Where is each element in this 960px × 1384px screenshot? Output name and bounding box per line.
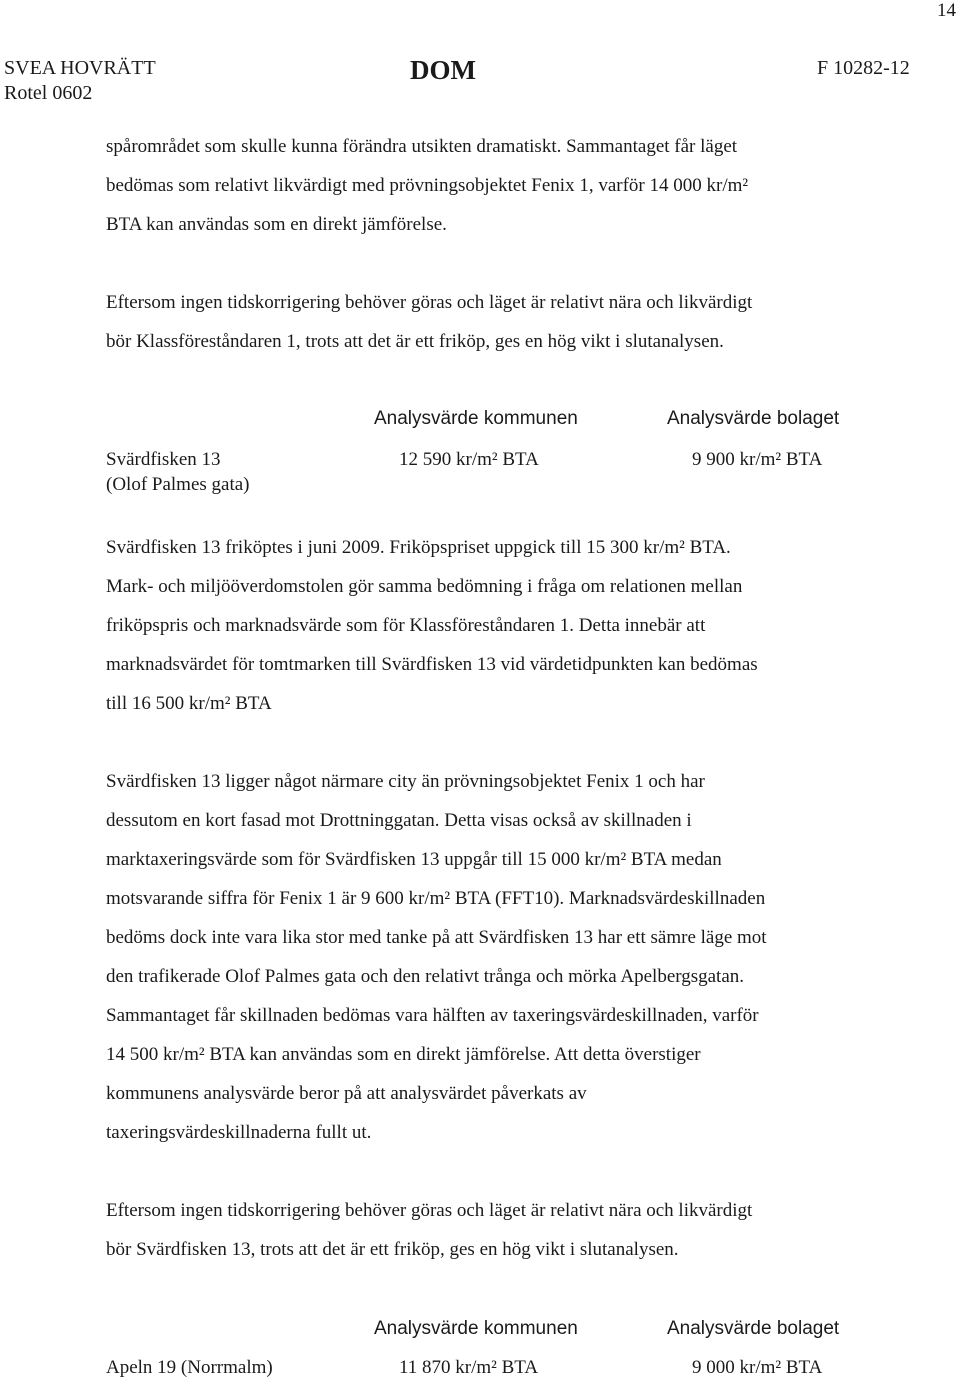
property-name: Apeln 19 (Norrmalm) [106, 1357, 273, 1378]
value-bolaget: 9 000 kr/m² BTA [692, 1357, 823, 1378]
text-line: motsvarande siffra för Fenix 1 är 9 600 kr/m² BTA (FFT10). Marknadsvärdeskillnaden [106, 888, 766, 909]
text-line: Sammantaget får skillnaden bedömas vara hälften av taxeringsvärdeskillnaden, varför [106, 1005, 759, 1026]
page-number: 14 [937, 0, 956, 21]
court-name: SVEA HOVRÄTT [4, 57, 156, 79]
column-header-kommunen: Analysvärde kommunen [374, 1318, 578, 1339]
property-name: Svärdfisken 13 [106, 449, 221, 470]
department-name: Rotel 0602 [4, 82, 93, 104]
text-line: bedöms dock inte vara lika stor med tanke på att Svärdfisken 13 har ett sämre läge mot [106, 927, 767, 948]
text-line: dessutom en kort fasad mot Drottninggatan. Detta visas också av skillnaden i [106, 810, 692, 831]
text-line: Eftersom ingen tidskorrigering behöver göras och läget är relativt nära och likvärdigt [106, 292, 753, 313]
value-kommunen: 12 590 kr/m² BTA [399, 449, 539, 470]
value-bolaget: 9 900 kr/m² BTA [692, 449, 823, 470]
text-line: Mark- och miljööverdomstolen gör samma bedömning i fråga om relationen mellan [106, 576, 743, 597]
column-header-bolaget: Analysvärde bolaget [667, 408, 840, 429]
text-line: bör Svärdfisken 13, trots att det är ett friköp, ges en hög vikt i slutanalysen. [106, 1239, 679, 1260]
column-header-kommunen: Analysvärde kommunen [374, 408, 578, 429]
property-location: (Olof Palmes gata) [106, 474, 250, 495]
text-line: 14 500 kr/m² BTA kan användas som en direkt jämförelse. Att detta överstiger [106, 1044, 701, 1065]
text-line: BTA kan användas som en direkt jämförelse. [106, 214, 447, 235]
text-line: marknadsvärdet för tomtmarken till Svärdfisken 13 vid värdetidpunkten kan bedömas [106, 654, 758, 675]
text-line: Svärdfisken 13 friköptes i juni 2009. Friköpspriset uppgick till 15 300 kr/m² BTA. [106, 537, 731, 558]
value-kommunen: 11 870 kr/m² BTA [399, 1357, 539, 1378]
text-line: den trafikerade Olof Palmes gata och den relativt trånga och mörka Apelbergsgatan. [106, 966, 745, 987]
text-line: Eftersom ingen tidskorrigering behöver göras och läget är relativt nära och likvärdigt [106, 1200, 753, 1221]
text-line: till 16 500 kr/m² BTA [106, 693, 272, 714]
text-line: marktaxeringsvärde som för Svärdfisken 13 uppgår till 15 000 kr/m² BTA medan [106, 849, 722, 870]
text-line: Svärdfisken 13 ligger något närmare city än prövningsobjektet Fenix 1 och har [106, 771, 705, 792]
text-line: bör Klassföreståndaren 1, trots att det är ett friköp, ges en hög vikt i slutanalysen. [106, 331, 724, 352]
text-line: taxeringsvärdeskillnaderna fullt ut. [106, 1122, 372, 1143]
case-number: F 10282-12 [817, 57, 910, 79]
column-header-bolaget: Analysvärde bolaget [667, 1318, 840, 1339]
document-type-title: DOM [410, 55, 476, 85]
text-line: bedömas som relativt likvärdigt med prövningsobjektet Fenix 1, varför 14 000 kr/m² [106, 175, 749, 196]
text-line: friköpspris och marknadsvärde som för Klassföreståndaren 1. Detta innebär att [106, 615, 706, 636]
text-line: kommunens analysvärde beror på att analysvärdet påverkats av [106, 1083, 587, 1104]
text-line: spårområdet som skulle kunna förändra utsikten dramatiskt. Sammantaget får läget [106, 136, 738, 157]
